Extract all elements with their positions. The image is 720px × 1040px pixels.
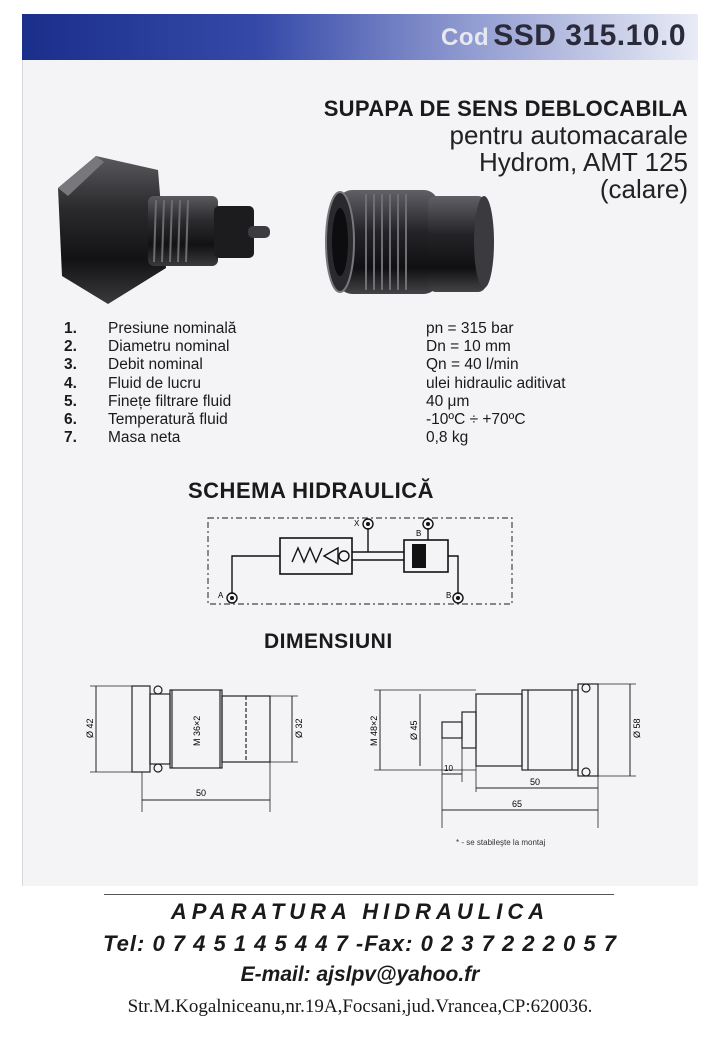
title-main: SUPAPA DE SENS DEBLOCABILA bbox=[323, 96, 688, 121]
port-x-label: X bbox=[354, 519, 360, 528]
dim-d45-label: Ø 45 bbox=[409, 720, 419, 740]
product-code bbox=[441, 19, 686, 53]
spec-number: 4. bbox=[64, 374, 77, 392]
dim-d42-label: Ø 42 bbox=[85, 718, 95, 738]
dim-len65: 65 bbox=[512, 799, 523, 809]
spec-row bbox=[64, 411, 566, 429]
dim-len10: 10 bbox=[444, 764, 453, 773]
schema-heading: SCHEMA HIDRAULICĂ bbox=[188, 478, 435, 503]
spec-label: Diametru nominal bbox=[108, 338, 230, 356]
spec-value: Qn = 40 l/min bbox=[426, 356, 519, 374]
port-b-label: B bbox=[416, 529, 422, 538]
footer-tel-fax: Tel: 0 7 4 5 1 4 5 4 4 7 -Fax: 0 2 3 7 2 2 2 0 5 7 bbox=[103, 931, 617, 956]
spec-row bbox=[64, 393, 566, 411]
spec-row bbox=[64, 338, 566, 356]
code-value: SSD 315.10.0 bbox=[493, 19, 686, 52]
spec-row bbox=[64, 429, 566, 447]
spec-number: 1. bbox=[64, 320, 77, 337]
dim-m48-label: M 48×2 bbox=[369, 715, 379, 746]
spec-number: 2. bbox=[64, 338, 77, 356]
footer-email: E-mail: ajslpv@yahoo.fr bbox=[240, 963, 480, 986]
port-b2-label: B bbox=[446, 591, 452, 600]
spec-value: Dn = 10 mm bbox=[426, 338, 511, 356]
spec-value: 40 μm bbox=[426, 392, 470, 410]
spec-value: ulei hidraulic aditivat bbox=[426, 374, 566, 392]
header-banner bbox=[22, 14, 698, 60]
dimension-drawing-right bbox=[368, 672, 648, 828]
dim-len50-left: 50 bbox=[196, 788, 207, 798]
dim-len50-right: 50 bbox=[530, 777, 541, 787]
spec-number: 7. bbox=[64, 429, 77, 447]
spec-value: pn = 315 bar bbox=[426, 320, 514, 337]
title-sub1: pentru automacarale bbox=[449, 120, 688, 150]
dim-d32-label: Ø 32 bbox=[294, 718, 304, 738]
mounting-note: * - se stabileşte la montaj bbox=[456, 838, 546, 847]
dim-d58-label: Ø 58 bbox=[632, 718, 642, 738]
dimension-drawing-left bbox=[80, 672, 320, 812]
spec-value: 0,8 kg bbox=[426, 429, 469, 447]
spec-number: 6. bbox=[64, 411, 77, 429]
valve-photo-sleeve bbox=[318, 178, 498, 304]
spec-label: Debit nominal bbox=[108, 356, 203, 374]
spec-list bbox=[64, 320, 566, 447]
spec-label: Presiune nominală bbox=[108, 320, 237, 337]
dim-m36-label: M 36×2 bbox=[192, 715, 202, 746]
footer-company: APARATURA HIDRAULICA bbox=[170, 899, 550, 924]
title-sub3: (calare) bbox=[599, 174, 688, 204]
spec-label: Finețe filtrare fluid bbox=[108, 392, 232, 410]
spec-label: Temperatură fluid bbox=[108, 411, 228, 429]
hydraulic-schematic bbox=[200, 510, 520, 610]
spec-value: -10ºC ÷ +70ºC bbox=[426, 411, 526, 429]
spec-label: Masa neta bbox=[108, 429, 181, 447]
dimensions-heading: DIMENSIUNI bbox=[264, 630, 393, 653]
spec-row bbox=[64, 320, 566, 338]
spec-row bbox=[64, 356, 566, 374]
spec-number: 5. bbox=[64, 392, 77, 410]
spec-row bbox=[64, 375, 566, 393]
title-sub2: Hydrom, AMT 125 bbox=[478, 147, 688, 177]
port-a-label: A bbox=[218, 591, 224, 600]
footer-address: Str.M.Kogalniceanu,nr.19A,Focsani,jud.Vrancea,CP:620036. bbox=[127, 996, 593, 1017]
code-prefix: Cod bbox=[441, 24, 490, 51]
spec-label: Fluid de lucru bbox=[108, 374, 202, 392]
spec-number: 3. bbox=[64, 356, 77, 374]
valve-photo-hex bbox=[48, 148, 270, 308]
footer-divider bbox=[104, 894, 614, 895]
